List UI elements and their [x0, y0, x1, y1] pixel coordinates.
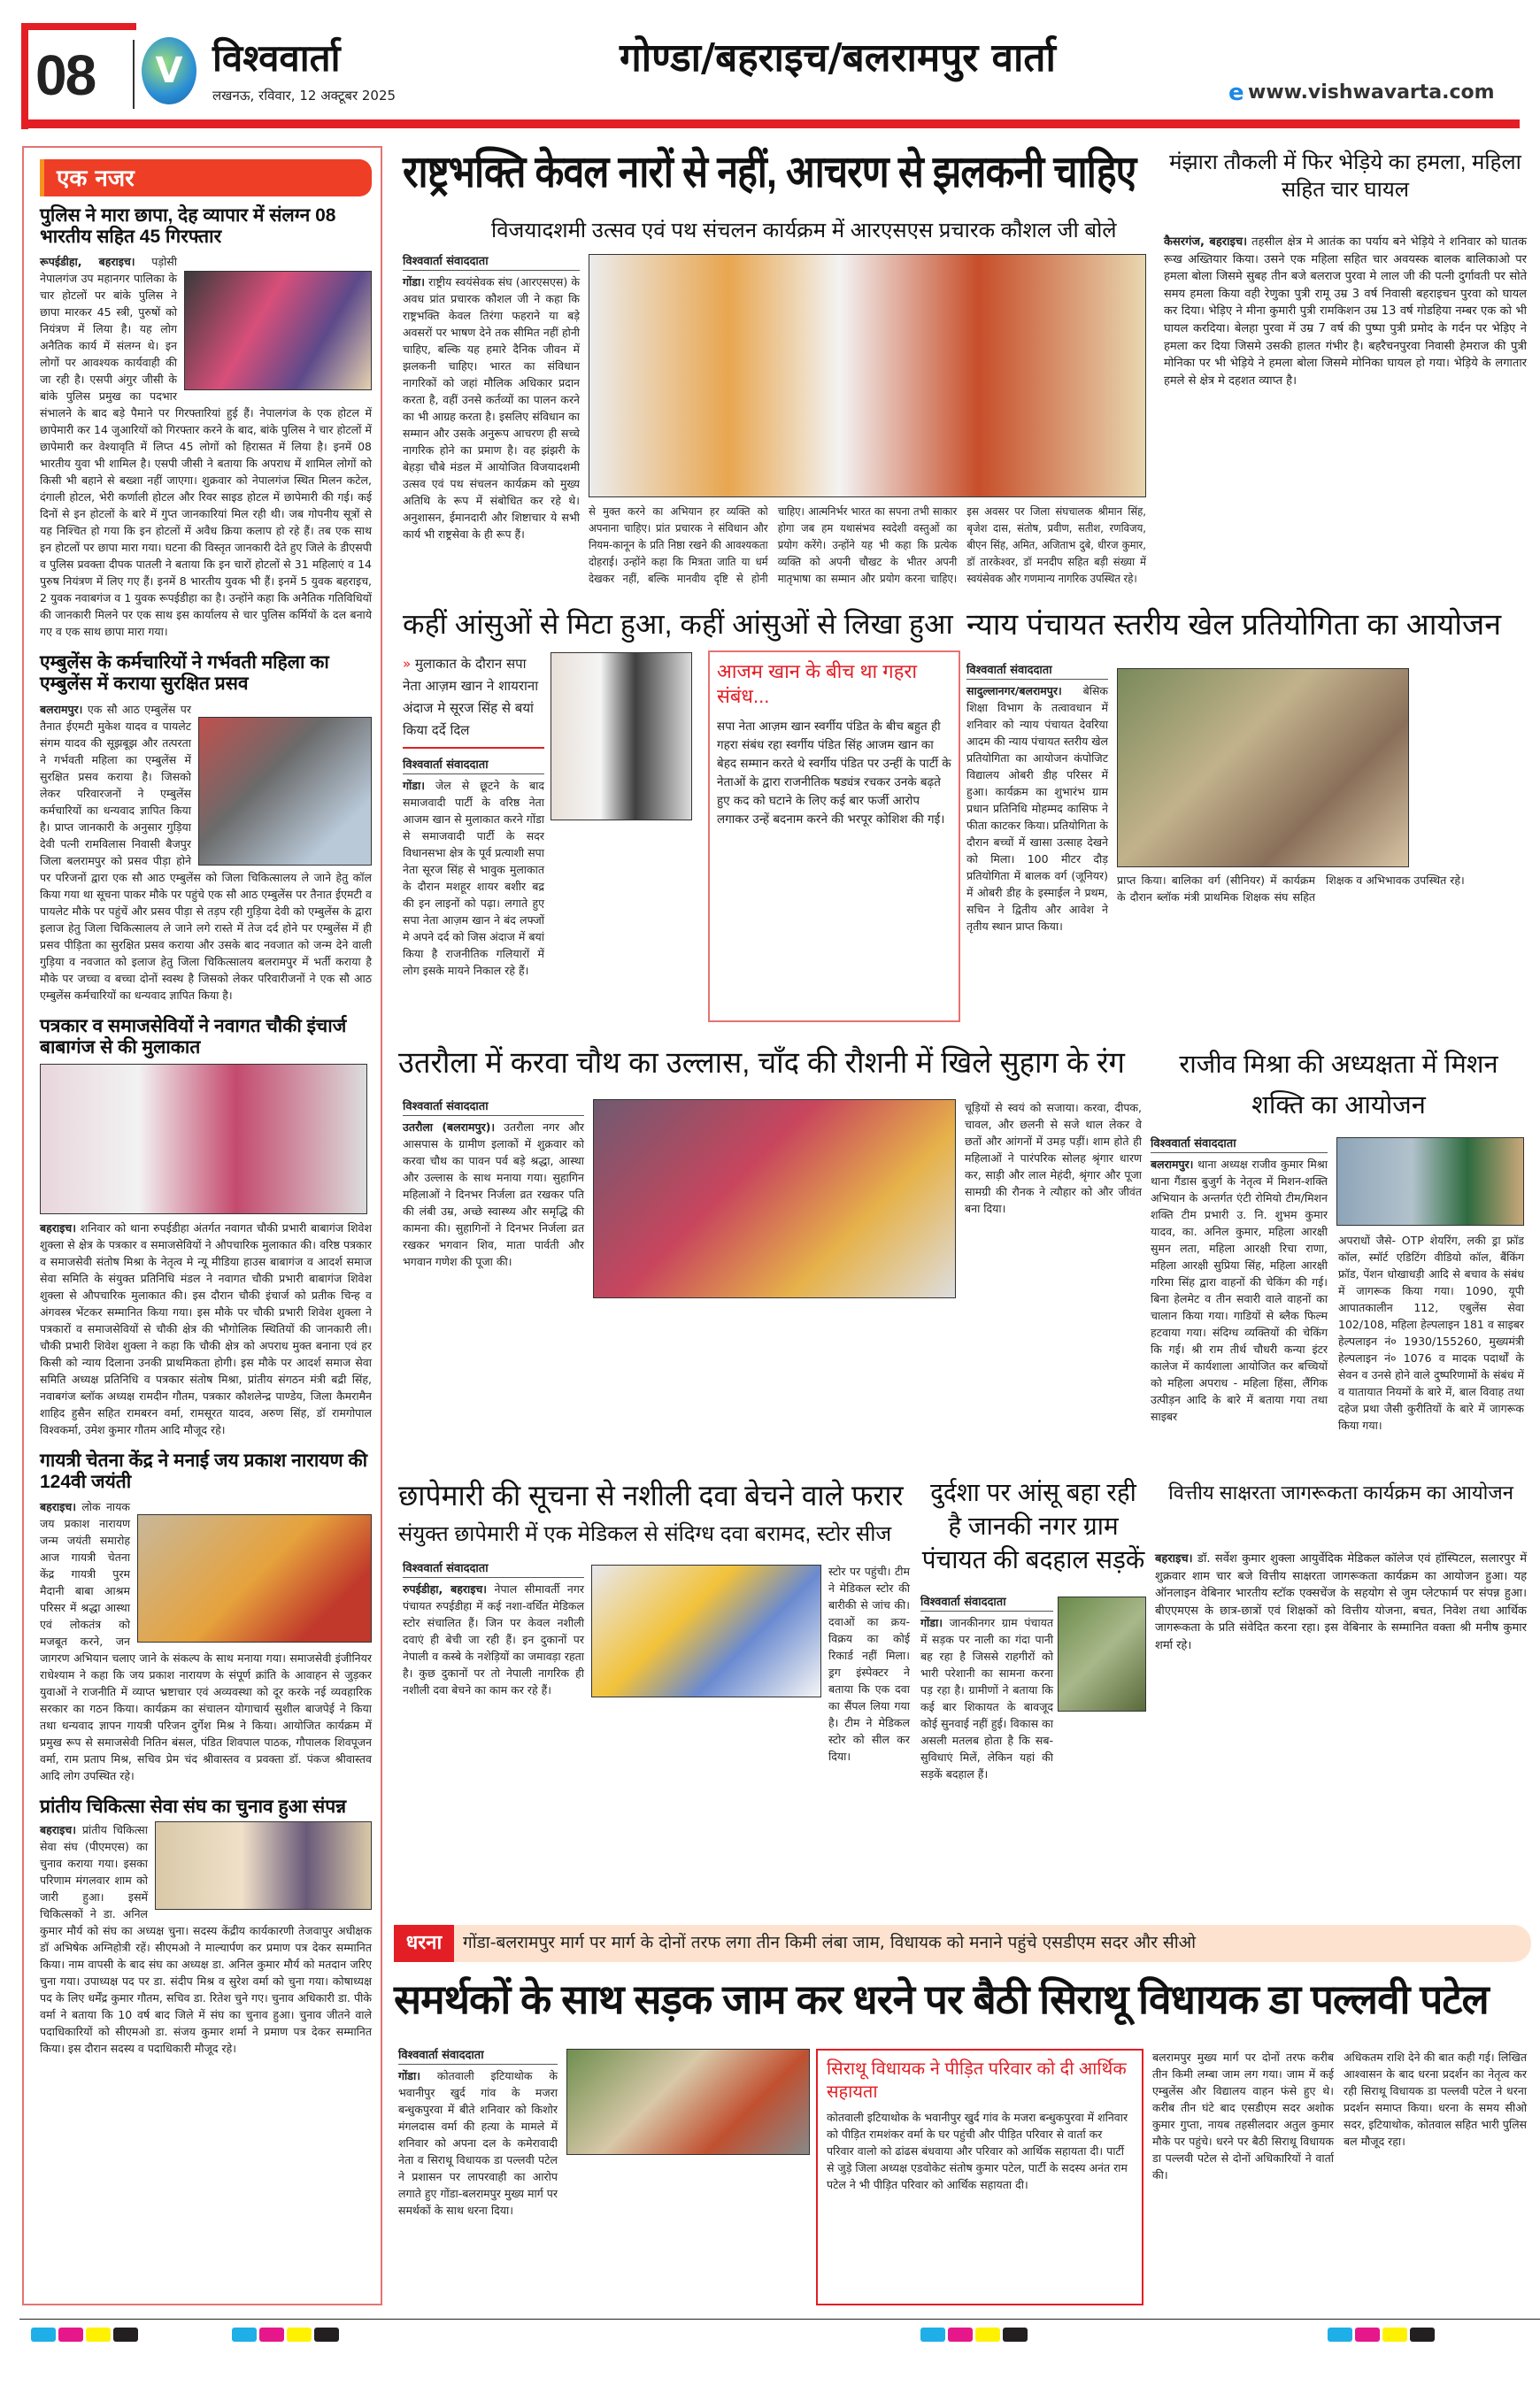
dharna-strip	[394, 1925, 1531, 1962]
byline: विश्ववार्ता संवाददाता	[966, 661, 1108, 680]
headline: गायत्री चेतना केंद्र ने मनाई जय प्रकाश नारायण की 124वी जयंती	[40, 1450, 368, 1492]
brand-logo-icon: V	[142, 37, 196, 104]
cmyk-magenta-mark	[948, 2328, 973, 2342]
wolf-headline: मंझारा तौकली में फिर भेड़िये का हमला, महिला सहित चार घायल	[1169, 150, 1521, 202]
story-body: तहसील क्षेत्र मे आतंक का पर्याय बने भेड़िये ने शनिवार को घातक रूख अख्तियार किया। उसने एक महिला सहित चार अवयस्क बालक बालिकाओ पर हमला बोला जिसमे सुबह तीन बजे बलराज पुरवा मे लाल जी की पत्नी दुर्गावती पर सोते समय हमला किया वही रेणुका पुत्री रामू उम्र 3 वर्ष निवासी बहराइचन पुरवा को घायल कर दिया। भेड़िए ने मीना कुमारी पुत्री रामकिशन उम्र 13 वर्ष गोडहिया नम्बर एक को भी घायल करदिया। बेलहा पुरवा में उम्र 7 वर्ष की पुष्पा पुत्री प्रमोद के गर्दन पर भेड़िए ने हमला कर दिया जिसमे उसकी हालत गंभीर है। बहरैचनपुरवा निवासी हेमराज की पुत्री मोनिका पर भी भेड़िये ने हमला बोला जिसमे मोनिका घायल हो गया। भेड़िये के लगातार हमले से क्षेत्र मे दहशत व्याप्त है।	[1164, 235, 1528, 388]
dateline-place: सादुल्लानगर/बलरामपुर।	[966, 684, 1062, 697]
cmyk-black-mark	[113, 2328, 138, 2342]
raid-col1	[403, 1559, 584, 1698]
cmyk-cyan-mark	[920, 2328, 945, 2342]
cmyk-cyan-mark	[232, 2328, 257, 2342]
cmyk-magenta-mark	[58, 2328, 83, 2342]
story-journalists-meet	[40, 1016, 372, 1438]
brand-name: विश्ववार्ता	[212, 36, 341, 80]
box-body: कोतवाली इटियाथोक के भवानीपुर खुर्द गांव के मजरा बन्धुकपुरवा में शनिवार को पीड़ित रामशंकर वर्मा के घर पहुंची और पीड़ित परिवार से वार्ता कर परिवार वालो को ढांढस बंधवाया और परिवार को आर्थिक सहायता दी। पार्टी से जुड़े जिला अध्यक्ष एडवोकेट संतोष कुमार पटेल, पार्टी के सदस्य अनंत राम पटेल ने भी पीड़ित परिवार को आर्थिक सहायता दी।	[827, 2111, 1128, 2191]
mission-photo	[1336, 1137, 1524, 1226]
story-body: जेल से छूटने के बाद समाजवादी पार्टी के वरिष्ठ नेता आजम खान से मुलाकात करने गोंडा से समाजवादी पार्टी के सदर विधानसभा क्षेत्र के पूर्व प्रत्याशी सपा नेता सूरज सिंह से भावुक मुलाकात के दौरान मशहूर शायर बशीर बद्र की इन लाइनों को पढ़ा। लगाते हुए सपा नेता आज़म खान ने बंद लफ्जों मे अपने दर्द को जिस अंदाज में बयां किया है राजनीतिक गलियारों में लोग इसके मायने निकाल रहे हैं।	[403, 779, 544, 977]
byline: विश्ववार्ता संवाददाता	[403, 252, 580, 271]
story-body: राष्ट्रीय स्वयंसेवक संघ (आरएसएस) के अवध प्रांत प्रचारक कौशल जी ने कहा कि राष्ट्रभक्ति केवल तिरंगा फहराने या बड़े अवसरों पर भाषण देने तक सीमित नहीं होनी चाहिए, बल्कि यह हमारे दैनिक जीवन में झलकनी चाहिए। भारत का संविधान नागरिकों को जहां मौलिक अधिकार प्रदान करता है, वहीं उनसे कर्तव्यों का पालन करने का भी आग्रह करता है। इसलिए संविधान का सम्मान और उसके अनुरूप आचरण ही सच्चे नागरिक होने का प्रमाण है। वह झंझरी के बेहड़ा चौबे मंडल में आयोजित विजयादशमी उत्सव एवं पथ संचलन कार्यक्रम को मुख्य अतिथि के रूप में संबोधित कर रहे थे। अनुशासन, ईमानदारी और शिष्टाचार ये सभी कार्य भी राष्ट्रसेवा के ही रूप हैं।	[403, 275, 580, 541]
cmyk-yellow-mark	[1382, 2328, 1407, 2342]
azam-photo	[551, 652, 692, 820]
janki-headline: दुर्दशा पर आंसू बहा रही है जानकी नगर ग्राम पंचायत की बदहाल सड़कें	[921, 1479, 1145, 1574]
dateline-place: बहराइच।	[40, 1220, 76, 1235]
dharna-col1	[398, 2046, 558, 2219]
dateline-place: कैसरगंज, बहराइच।	[1164, 235, 1248, 249]
story-body: पड़ोसी नेपालगंज उप महानगर पालिका के चार होटलों पर बांके पुलिस ने छापा मारकर 45 स्त्री, पुरुषों को नियंत्रण में लिया है। यह लोग अनैतिक कार्य में संलग्न थे। इन लोगों पर आवश्यक कार्यवाही की जा रही है। एसपी अंगुर जीसी के बांके पुलिस प्रमुख का पदभार संभालने के बाद बड़े पैमाने पर गिरफ्तारियां हुई हैं। नेपालगंज के एक होटल में छापेमारी कर 14 जुआरियों को गिरफ्तार करने के बाद, बांके पुलिस ने चार होटलों में छापेमारी कर वेश्यावृति में लिप्त 45 लोगों को हिरासत में लिया है। इनमें 08 भारतीय युवा भी शामिल है। एसपी जीसी ने बताया कि अपराध में शामिल लोगों को किसी भी बहाने से बख्शा नहीं जाएगा। शुक्रवार को नेपालगंज स्थित मिलन कटेल, दंगाली होटल, भेरी कर्णाली होटल और रिवर साइड होटल में छापेमारी की गई। कई दिनों से इन होटलों के बारे में गुप्त जानकारियां मिल रही थी। जब गोपनीय सूत्रों से यह निश्चित हो गया कि इन होटलों में अवैध क्रिया कलाप हो रहे हैं। तब एक साथ इन होटलों पर छापा मारा गया। घटना की विस्तृत जानकारी देते हुए जिले के डीएसपी व पुलिस प्रवक्ता दीपक पातली ने बताया कि इन चारों होटलों से 31 महिलाएं व 14 पुरुष नियंत्रण में लिए गए हैं। इनमें 8 भारतीय युवक भी हैं। इनमें 5 युवक बहराइच, 2 युवक नवाबगंज व 1 युवक रूपईडीहा का है। उन्होंने कहा कि अनैतिक गतिविधियों की जानकारी मिलने पर एक साथ इस कार्यालय से चार पुलिस कर्मियों के दल बनाये गए व एक साथ छापा मारा गया।	[40, 255, 372, 639]
dharna-aid-box	[816, 2049, 1143, 2305]
finlit-headline: वित्तीय साक्षरता जागरूकता कार्यक्रम का आयोजन	[1168, 1481, 1513, 1504]
byline: विश्ववार्ता संवाददाता	[403, 1559, 584, 1578]
box-body: सपा नेता आज़म खान स्वर्गीय पंडित के बीच बहुत ही गहरा संबंध रहा स्वर्गीय पंडित सिंह आजम खान का बेहद सम्मान करते थे स्वर्गीय पंडित पर उन्हीं के पार्टी के नेताओं के द्वारा राजनीतिक षड्यंत्र रचकर उनके बढ़ते हुए कद को घटाने के लिए कई बार फर्जी आरोप लगाकर उन्हें बदनाम करने की भरपूर कोशिश की गई।	[717, 720, 951, 827]
story-body: बेसिक शिक्षा विभाग के तत्वावधान में शनिवार को न्याय पंचायत देवरिया आदम की न्याय पंचायत स्तरीय खेल प्रतियोगिता का आयोजन कंपोजिट विद्यालय ओबरी डीह परिसर में हुआ। कार्यक्रम का शुभारंभ ग्राम प्रधान प्रतिनिधि मोहम्मद कासिफ ने फीता काटकर किया। प्रतियोगिता के दौरान बच्चों में खासा उत्साह देखने को मिला। 100 मीटर दौड़ प्रतियोगिता में बालक वर्ग (जूनियर) में ओबरी डीह के इस्माईल ने प्रथम, सचिन ने द्वितीय और आवेश ने तृतीय स्थान प्राप्त किया।	[966, 684, 1108, 933]
sports-photo	[1117, 668, 1409, 867]
photo	[137, 1514, 372, 1643]
chevron-icon: »	[403, 656, 415, 672]
edition-title: गोण्डा/बहराइच/बलरामपुर वार्ता	[620, 35, 1056, 81]
dharna-continuation-2: अधिकतम राशि देने की बात कही गई। लिखित आश्वासन के बाद धरना प्रदर्शन का नेतृत्व कर रही सिराथू विधायक डा पल्लवी पटेल ने धरना प्रदर्शन समाप्त किया। धरना के समय सीओ सदर, इटियाथोक, कोतवाल सहित भारी पुलिस बल मौजूद रहा।	[1344, 2051, 1527, 2148]
karwa-col1	[403, 1097, 584, 1270]
story-body: थाना अध्यक्ष राजीव कुमार मिश्रा थाना गैंडास बुजुर्ग के नेतृत्व में मिशन-शक्ति अभियान के अन्तर्गत एंटी रोमियो टीम/मिशन शक्ति टीम प्रभारी उ. नि. शुभम कुमार यादव, का. अनिल कुमार, महिला आरक्षी सुमन लता, महिला आरक्षी रिचा राणा, महिला आरक्षी सुप्रिया सिंह, महिला आरक्षी गरिमा सिंह द्वारा वाहनों की चेकिंग की गई। बिना हेलमेट व तीन सवारी वाले वाहनों का चालान किया गया। गाडियों से ब्लैक फिल्म हटवाया गया। संदिग्ध व्यक्तियों की चेकिंग कि गई। श्री राम तीर्थ चौधरी कन्या इंटर कालेज में कार्यशाला आयोजित कर बच्चियों को महिला अपराध - महिला हिंसा, लैंगिक उत्पीड़न आदि के बारे में बताया गया तथा साइबर	[1151, 1158, 1328, 1423]
photo	[40, 1064, 367, 1214]
dateline-place: गोंडा।	[398, 2069, 420, 2082]
azam-box	[708, 650, 960, 1022]
section-label: एक नजर	[40, 159, 372, 196]
story-pms-election	[40, 1797, 372, 2057]
mission-headline: राजीव मिश्रा की अध्यक्षता में मिशन शक्ति का आयोजन	[1179, 1050, 1498, 1120]
story-body: शनिवार को थाना रुपईडीहा अंतर्गत नवागत चौकी प्रभारी बाबागंज शिवेश शुक्ला से क्षेत्र के पत्रकार व समाजसेवियों ने औपचारिक मुलाकात की। वरिष्ठ पत्रकार व समाजसेवी संतोष मिश्रा के नेतृत्व मे न्यू मीडिया हाउस बाबागंज व आदर्श समाज सेवा समिति के संयुक्त प्रतिनिधि मंडल ने नवागत चौकी प्रभारी बाबागंज शिवेश शुक्ला से औपचारिक मुलाकात की। इस दौरान चौकी इंचार्ज को प्रतीक चिन्ह व अंगवस्त्र भेंटकर सम्मानित किया गया। इस मौके पर चौकी प्रभारी शिवेश शुक्ला ने पत्रकारों व समाजसेवियों से चौकी क्षेत्र की भौगोलिक स्थितियों की जानकारी ली। चौकी प्रभारी शिवेश शुक्ला ने कहा कि चौकी क्षेत्र को अपराध मुक्त बनाना एवं हर किसी को न्याय दिलाना उनकी प्राथमिकता होगी। इस मौके पर आदर्श समाज सेवा समिति अध्यक्ष प्रतिनिधि व पत्रकार संतोष मिश्रा, प्रांतीय संगठन मंत्री बद्री सिंह, नवाबगंज ब्लॉक अध्यक्ष रामदीन गौतम, पत्रकार कौशलेन्द्र पाण्डेय, जिला कैमरामैन शाहिद हुसैन सहित रामबरन वर्मा, रामसूरत यादव, अरुण सिंह, डॉ रामगोपाल विश्वकर्मा, उमेश कुमार गौतम आदि मौजूद रहे।	[40, 1220, 372, 1436]
cmyk-cyan-mark	[1328, 2328, 1352, 2342]
headline: पुलिस ने मारा छापा, देह व्यापार में संलग्न 08 भारतीय सहित 45 गिरफ्तार	[40, 205, 336, 248]
janki-col1	[920, 1593, 1053, 1782]
dateline-place: गोंडा।	[920, 1616, 943, 1629]
header-rule	[21, 119, 1520, 128]
photo	[184, 271, 372, 390]
raid-subhead: संयुक्त छापेमारी में एक मेडिकल से संदिग्ध दवा बरामद, स्टोर सीज	[398, 1522, 892, 1546]
lead-photo	[589, 254, 1146, 497]
story-body: कोतवाली इटियाथोक के भवानीपुर खुर्द गांव के मजरा बन्धुकपुरवा में बीते शनिवार को किशोर मंगलदास वर्मा की हत्या के मामले में शनिवार को अपना दल के कमेरावादी नेता व सिराथू विधायक डा पल्लवी पटेल ने प्रशासन पर लापरवाही का आरोप लगाते हुए गोंडा-बलरामपुर मुख्य मार्ग पर समर्थकों के साथ धरना दिया।	[398, 2069, 558, 2217]
karwa-headline: उतरौला में करवा चौथ का उल्लास, चाँद की रौशनी में खिले सुहाग के रंग	[398, 1046, 1125, 1080]
dateline-place: उतरौला (बलरामपुर)।	[403, 1120, 496, 1134]
highlight-quote: मुलाकात के दौरान सपा नेता आज़म खान ने शायराना अंदाज मे सूरज सिंह से बयां किया दर्दे दिल	[403, 656, 539, 738]
cmyk-black-mark	[1003, 2328, 1028, 2342]
box-title: आजम खान के बीच था गहरा संबंध...	[717, 660, 918, 707]
dateline-place: रुपईडीहा, बहराइच।	[403, 1582, 488, 1596]
dateline-place: बलरामपुर।	[40, 702, 83, 716]
sports-headline: न्याय पंचायत स्तरीय खेल प्रतियोगिता का आयोजन	[966, 608, 1502, 642]
cmyk-black-mark	[314, 2328, 339, 2342]
story-body: से मुक्त करने का अभियान हर व्यक्ति को अपनाना चाहिए। प्रांत प्रचारक ने संविधान और नियम-कानून के प्रति निष्ठा रखने की आवश्यकता दोहराई। उन्होंने कहा कि मित्रता जाति या धर्म देखकर नहीं, बल्कि मानवीय दृष्टि से होनी चाहिए। आत्मनिर्भर भारत का सपना तभी साकार होगा जब हम यथासंभव स्वदेशी वस्तुओं का प्रयोग करेंगे। उन्होंने यह भी कहा कि प्रत्येक व्यक्ति को अपनी चौखट के भीतर अपनी मातृभाषा का सम्मान और प्रयोग करना चाहिए। इस अवसर पर जिला संघचालक श्रीमान सिंह, बृजेश दास, संतोष, प्रवीण, सतीश, रणविजय, बीएन सिंह, अमित, अजिताभ दुबे, धीरज कुमार, डॉ तारकेश्वर, डॉ मनदीप सहित बड़ी संख्या में स्वयंसेवक और गणमान्य नागरिक उपस्थित रहे।	[589, 504, 1146, 585]
story-body: जानकीनगर ग्राम पंचायत में सड़क पर नाली का गंदा पानी बह रहा है जिससे राहगीरों को भारी परेशानी का सामना करना पड़ रहा है। ग्रामीणों ने बताया कि कई बार शिकायत के बावजूद कोई सुनवाई नहीं हुई। विकास का असली मतलब होता है कि सब-सुविधाएं मिलें, लेकिन यहां की सड़कें बदहाल हैं।	[920, 1616, 1053, 1781]
story-body: एक सौ आठ एम्बुलेंस पर तैनात ईएमटी मुकेश यादव व पायलेट संगम यादव की सूझबूझ और तत्परता ने गर्भवती महिला का एम्बुलेंस में सुरक्षित प्रसव कराया है। जिसको लेकर परिवारजनों ने एम्बुलेंस कर्मचारियों का धन्यवाद ज्ञापित किया है। प्राप्त जानकारी के अनुसार गुड़िया देवी पत्नी रामविलास निवासी बैजपुर जिला बलरामपुर को प्रसव पीड़ा होने पर परिजनों द्वारा एक सौ आठ एम्बुलेंस को जिला चिकित्सालय ले जाने हेतु कॉल किया गया था सूचना पाकर मौके पर पहुंचे एक सौ आठ एम्बुलेंस पर तैनात ईएमटी व पायलेट मौके पर पहुंचें और प्रसव पीड़ा से तड़प रही गुड़िया देवी को एम्बुलेंस के द्वारा इलाज हेतु जिला चिकित्सालय ले जाने लगे रास्ते में तेज दर्द होने पर एम्बुलेंस में ही प्रसव पीड़िता का सुरक्षित प्रसव कराया और उसके बाद नवजात को जन्म देने वाली गुड़िया व नवजात को इलाज हेतु जिला चिकित्सालय बलरामपुर में भर्ती कराया है मौके पर जच्चा व बच्चा दोनों स्वस्थ है जिसको लेकर परिवारीजनों ने एक सौ आठ एम्बुलेंस कर्मचारियों का धन्यवाद ज्ञापित किया है।	[40, 702, 372, 1002]
dateline-place: बहराइच।	[1155, 1552, 1193, 1566]
lead-continuation	[589, 503, 1146, 587]
story-raid-nepalganj	[40, 205, 372, 640]
wolf-body	[1164, 234, 1527, 389]
page-number: 08	[35, 43, 96, 107]
cmyk-magenta-mark	[259, 2328, 284, 2342]
raid-continuation: स्टोर पर पहुंची। टीम ने मेडिकल स्टोर की बारीकी से जांच की। दवाओं का क्रय-विक्रय का कोई रिकार्ड नहीं मिला। ड्रग इंस्पेक्टर ने बताया कि एक दवा का सैंपल लिया गया है। टीम ने मेडिकल स्टोर को सील कर दिया।	[828, 1565, 910, 1763]
raid-photo	[591, 1565, 821, 1697]
dharna-strapline: गोंडा-बलरामपुर मार्ग पर मार्ग के दोनों तरफ लगा तीन किमी लंबा जाम, विधायक को मनाने पहुंचे एसडीएम सदर और सीओ	[463, 1933, 1197, 1952]
website-link[interactable]: www.vishwavarta.com	[1248, 81, 1495, 104]
story-body: नेपाल सीमावर्ती नगर पंचायत रुपईडीहा में कई नशा-वर्धित मेडिकल स्टोर संचालित हैं। जिन पर केवल नशीली दवाएं ही बेची जा रही हैं। इन दुकानों पर नेपाली व कस्बे के नशेड़ियों का जमावड़ा रहता है। कुछ दुकानों पर तो नेपाली नागरिक ही नशीली दवा बेचने का काम कर रहे हैं।	[403, 1582, 584, 1697]
dharna-photo	[566, 2049, 810, 2155]
lead-col1	[403, 252, 580, 543]
dharna-headline: समर्थकों के साथ सड़क जाम कर धरने पर बैठी सिराथू विधायक डा पल्लवी पटेल	[394, 1976, 1489, 2022]
story-body: उतरौला नगर और आसपास के ग्रामीण इलाकों में शुक्रवार को करवा चौथ का पावन पर्व बड़े श्रद्धा, आस्था और उल्लास के साथ मनाया गया। सुहागिन महिलाओं ने दिनभर निर्जला व्रत रखकर पति की लंबी उम्र, अच्छे स्वास्थ्य और समृद्धि की कामना की। सुहागिनों ने दिनभर निर्जला व्रत रखकर भगवान शिव, माता पार्वती और भगवान गणेश की पूजा की।	[403, 1120, 584, 1268]
karwa-continuation: चूड़ियों से स्वयं को सजाया। करवा, दीपक, चावल, और छलनी से सजे थाल लेकर वे छतों और आंगनों में उमड़ पड़ीं। शाम होते ही महिलाओं ने पारंपरिक सोलह श्रृंगार धारण कर, साड़ी और लाल मेहंदी, श्रृंगार और पूजा सामग्री की रौनक ने त्यौहार को और जीवंत बना दिया।	[965, 1101, 1142, 1215]
cmyk-cyan-mark	[31, 2328, 56, 2342]
headline: प्रांतीय चिकित्सा सेवा संघ का चुनाव हुआ संपन्न	[40, 1797, 347, 1818]
cmyk-yellow-mark	[86, 2328, 111, 2342]
azam-col1	[403, 653, 544, 979]
karwa-photo	[593, 1099, 956, 1298]
dateline-place: बलरामपुर।	[1151, 1158, 1194, 1171]
mission-continuation: अपराधों जैसे- OTP शेयरिंग, लकी ड्रा फ्रॉड कॉल, स्मॉर्ट एडिटिंग वीडियो कॉल, बैंकिंग फ्रॉड, पेंशन धोखाधड़ी आदि से बचाव के संबंध में जागरूक किया गया। 1090, यूपी आपातकालीन 112, एबुलेंस सेवा 102/108, महिला हेल्पलाइन 181 व साइबर हेल्पलाइन नं० 1930/155260, मुख्यमंत्री हेल्पलाइन नं० 1076 व मादक पदार्थों के सेवन व उनसे होने वाले दुष्परिणामों के संबंध में व यातायात नियमों के बारे में, बाल विवाह तथा दहेज प्रथा जैसी कुरीतियों के बारे में जागरूक किया गया।	[1338, 1234, 1524, 1432]
dateline-place: गोंडा।	[403, 275, 425, 289]
headline: पत्रकार व समाजसेवियों ने नवागत चौकी इंचार्ज बाबागंज से की मुलाकात	[40, 1015, 347, 1058]
raid-headline: छापेमारी की सूचना से नशीली दवा बेचने वाले फरार	[398, 1479, 904, 1512]
byline: विश्ववार्ता संवाददाता	[403, 756, 544, 774]
dateline-place: गोंडा।	[403, 779, 425, 792]
story-ambulance	[40, 652, 372, 1003]
box-title: सिराथू विधायक ने पीड़ित परिवार को दी आर्थिक सहायता	[827, 2059, 1127, 2102]
left-column-stories	[40, 205, 372, 2069]
footer-rule	[19, 2319, 1540, 2320]
story-jp-jayanti	[40, 1451, 372, 1784]
lead-subhead: विजयादशमी उत्सव एवं पथ संचलन कार्यक्रम में आरएसएस प्रचारक कौशल जी बोले	[491, 219, 1117, 242]
story-body: लोक नायक जय प्रकाश नारायण जन्म जयंती समारोह आज गायत्री चेतना केंद्र गायत्री पुरम मैदानी बाबा आश्रम परिसर में श्रद्धा आस्था एवं लोकतंत्र को मजबूत करने, जन जागरण अभियान चलाए जाने के संकल्प के साथ मनाया गया। समाजसेवी इंजीनियर राधेश्याम ने कहा कि जय प्रकाश नारायण के संपूर्ण क्रांति के आवाहन से जुड़कर युवाओं ने राजनीति में व्याप्त भ्रष्टाचार एवं अव्यवस्था को दूर करके नई व्यवहारिक सरकार का गठन किया। कार्यक्रम का संचालन योगाचार्य सुशील बाजपेई ने किया तथा धन्यवाद ज्ञापन गायत्री परिजन दुर्गेश मिश्र ने किया। आयोजित कार्यक्रम में प्रमुख रूप से समाजसेवी नितिन बंसल, पंडित शिवपाल पाठक, गौपालक शिवपूजन वर्मा, राम प्रताप मिश्र, सचिव प्रेम चंद श्रीवास्तव व प्रवक्ता डॉ. पंकज श्रीवास्तव आदि लोग उपस्थित रहे।	[40, 1500, 372, 1783]
story-body: डॉ. सर्वेश कुमार शुक्ला आयुर्वेदिक मेडिकल कॉलेज एवं हॉस्पिटल, सलारपुर में शुक्रवार शाम चार बजे वित्तीय साक्षरता जागरूकता कार्यक्रम का आयोजन हुआ। यह ऑनलाइन वेबिनार भारतीय स्टॉक एक्सचेंज के सहयोग से जुम प्लेटफार्म पर संपन्न हुआ। बीएएमएस के छात्र-छात्रों एवं शिक्षकों को वित्तीय योजना, बचत, निवेश तथा आर्थिक जागरूकता के प्रति संवेदित करना रहा। इस वेबिनार के सम्मानित वक्ता श्री मनीष कुमार शर्मा रहे।	[1155, 1552, 1527, 1652]
lead-headline: राष्ट्रभक्ति केवल नारों से नहीं, आचरण से झलकनी चाहिए	[403, 147, 1136, 196]
sports-continuation: प्राप्त किया। बालिका वर्ग (सीनियर) में कार्यक्रम के दौरान ब्लॉक मंत्री प्राथमिक शिक्षक संघ सहित शिक्षक व अभिभावक उपस्थित रहे।	[1117, 873, 1465, 904]
browser-icon: e	[1228, 80, 1244, 106]
mission-col1	[1151, 1135, 1328, 1425]
byline: विश्ववार्ता संवाददाता	[920, 1593, 1053, 1612]
dateline-place: रूपईडीहा, बहराइच।	[40, 255, 135, 269]
dateline: लखनऊ, रविवार, 12 अक्टूबर 2025	[212, 88, 397, 104]
byline: विश्ववार्ता संवाददाता	[403, 1097, 584, 1116]
photo	[198, 717, 372, 866]
cmyk-yellow-mark	[287, 2328, 312, 2342]
janki-photo	[1058, 1597, 1146, 1712]
cmyk-magenta-mark	[1355, 2328, 1380, 2342]
dharna-tag: धरना	[394, 1925, 454, 1962]
finlit-body	[1155, 1551, 1527, 1654]
sports-col1	[966, 661, 1108, 935]
dateline-place: बहराइच।	[40, 1500, 76, 1514]
azam-headline: कहीं आंसुओं से मिटा हुआ, कहीं आंसुओं से लिखा हुआ	[403, 608, 953, 640]
byline: विश्ववार्ता संवाददाता	[1151, 1135, 1328, 1153]
cmyk-yellow-mark	[975, 2328, 1000, 2342]
byline: विश्ववार्ता संवाददाता	[398, 2046, 558, 2065]
dharna-continuation: बलरामपुर मुख्य मार्ग पर दोनों तरफ करीब तीन किमी लम्बा जाम लग गया। जाम में कई एम्बुलेंस और विद्यालय वाहन फंसे हुए थे। करीब तीन घंटे बाद एसडीएम सदर अशोक कुमार गुप्ता, नायब तहसीलदार अतुल कुमार मौके पर पहुंचे। धरने पर बैठी सिराथू विधायक डा पल्लवी पटेल से दोनों अधिकारियों ने वार्ता की।	[1152, 2051, 1334, 2182]
dateline-place: बहराइच।	[40, 1823, 76, 1837]
photo	[155, 1821, 372, 1910]
headline: एम्बुलेंस के कर्मचारियों ने गर्भवती महिला का एम्बुलेंस में कराया सुरक्षित प्रसव	[40, 652, 329, 695]
story-body: प्रांतीय चिकित्सा सेवा संघ (पीएमएस) का चुनाव कराया गया। इसका परिणाम मंगलवार शाम को जारी हुआ। इसमें चिकित्सकों ने डा. अनिल कुमार मौर्य को संघ का अध्यक्ष चुना। सदस्य केंद्रीय कार्यकारणी तेजवापुर अधीक्षक डॉ अभिषेक अग्निहोत्री रहें। सीएमओ ने माल्यार्पण कर प्रमाण पत्र देकर सम्मानित किया। नाम वापसी के बाद संघ का अध्यक्ष डा. अनिल कुमार मौर्य को मतदान जरिए चुना गया। उपाध्यक्ष पद पर डा. संदीप मिश्र व सुरेश वर्मा को चुना गया। कोषाध्यक्ष पद के लिए धर्मेंद्र कुमार गौतम, सचिव डा. रितेश चुने गए। चुनाव अधिकारी डा. पीके वर्मा ने बताया कि 10 वर्ष बाद जिले में संघ का चुनाव हुआ। चुनाव जीतने वाले पदाधिकारियों को सीएमओ डा. संजय कुमार शर्मा ने प्रमाण पत्र देकर सम्मानित किया। इस दौरान सदस्य व पदाधिकारी मौजूद रहे।	[40, 1823, 372, 2056]
cmyk-black-mark	[1410, 2328, 1435, 2342]
divider	[133, 40, 135, 109]
